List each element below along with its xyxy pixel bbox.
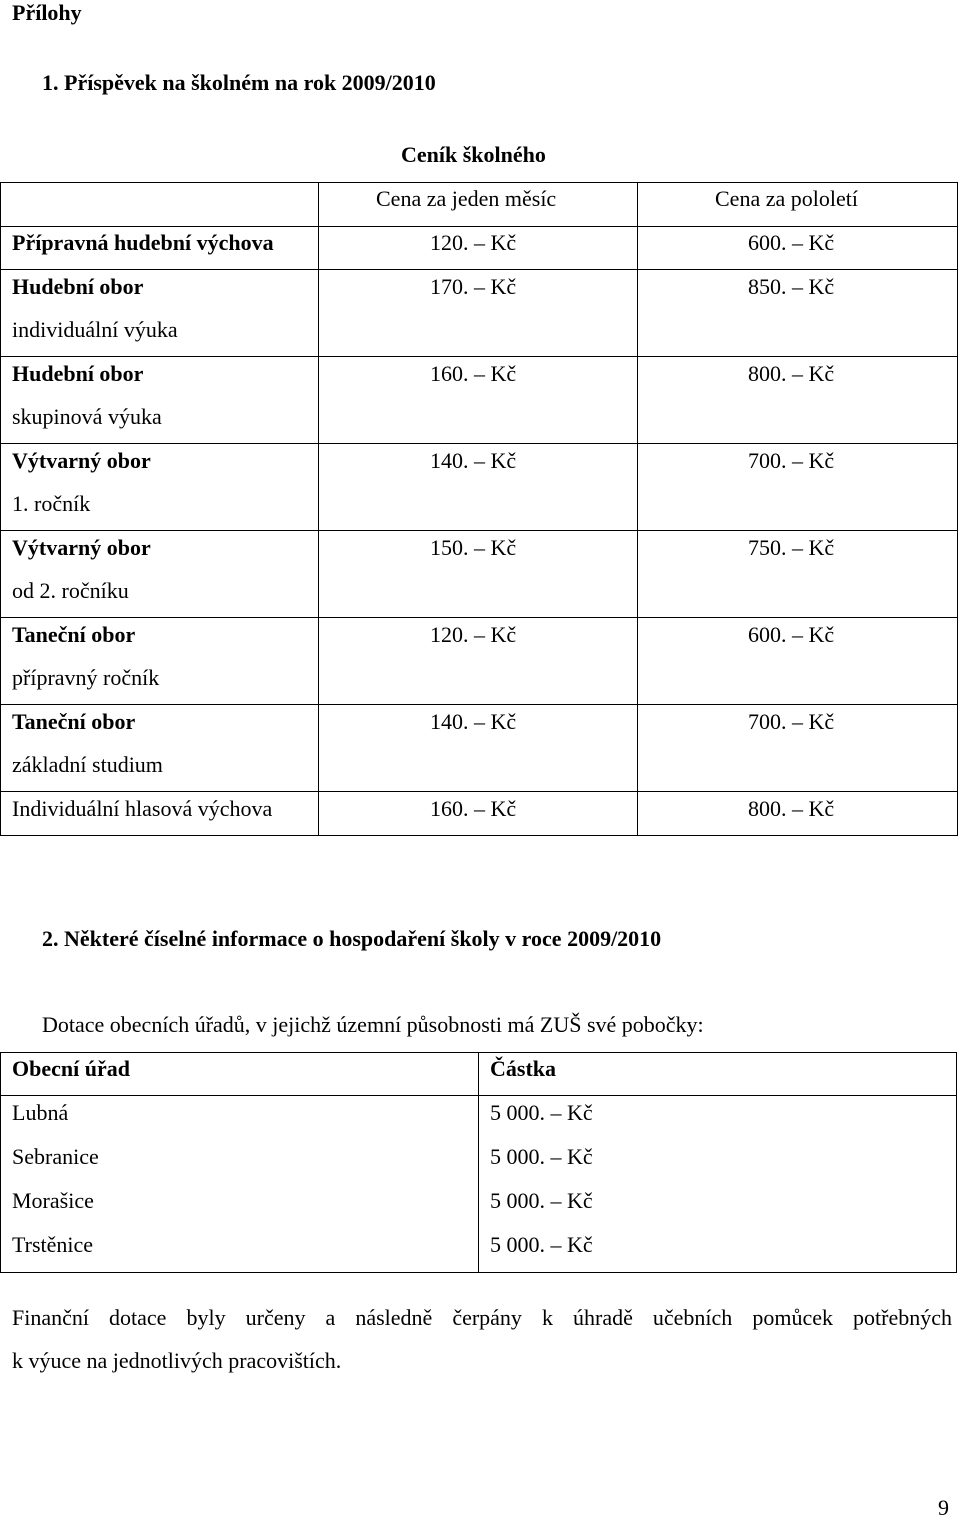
table-cell-half: 800. – Kč: [748, 796, 835, 821]
table-row-sublabel: skupinová výuka: [12, 404, 162, 429]
table-cell-month: 170. – Kč: [430, 274, 517, 299]
note-paragraph-line-2: k výuce na jednotlivých pracovištích.: [12, 1348, 342, 1373]
table-row-label: Přípravná hudební výchova: [12, 230, 274, 255]
price-table-caption: Ceník školného: [401, 142, 546, 167]
table-cell-office: Sebranice: [12, 1144, 99, 1169]
table-cell-amount: 5 000. – Kč: [490, 1144, 593, 1169]
table-cell-month: 140. – Kč: [430, 709, 517, 734]
column-header-office: Obecní úřad: [12, 1056, 130, 1081]
table-row-label: Individuální hlasová výchova: [12, 796, 273, 821]
table-cell-amount: 5 000. – Kč: [490, 1188, 593, 1213]
table-row-label: Hudební obor: [12, 361, 144, 386]
table-cell-amount: 5 000. – Kč: [490, 1232, 593, 1257]
table-row-label: Taneční obor: [12, 709, 136, 734]
table-cell-office: Lubná: [12, 1100, 69, 1125]
column-header-amount: Částka: [490, 1056, 557, 1081]
table-row-label: Výtvarný obor: [12, 535, 151, 560]
table-cell-half: 750. – Kč: [748, 535, 835, 560]
table-cell-month: 120. – Kč: [430, 622, 517, 647]
table-cell-half: 850. – Kč: [748, 274, 835, 299]
table-cell-month: 120. – Kč: [430, 230, 517, 255]
table-cell-office: Morašice: [12, 1188, 94, 1213]
table-cell-half: 800. – Kč: [748, 361, 835, 386]
subsidy-intro: Dotace obecních úřadů, v jejichž územní působnosti má ZUŠ své pobočky:: [42, 1012, 704, 1037]
page-number: 9: [938, 1495, 949, 1520]
table-row-sublabel: individuální výuka: [12, 317, 178, 342]
table-row-label: Výtvarný obor: [12, 448, 151, 473]
note-paragraph-line-1: Finanční dotace byly určeny a následně čerpány k úhradě učebních pomůcek potřebných: [12, 1305, 952, 1330]
table-cell-month: 150. – Kč: [430, 535, 517, 560]
table-row-label: Taneční obor: [12, 622, 136, 647]
table-row-sublabel: přípravný ročník: [12, 665, 160, 690]
table-row-label: Hudební obor: [12, 274, 144, 299]
column-header-month: Cena za jeden měsíc: [376, 186, 557, 211]
table-cell-month: 160. – Kč: [430, 796, 517, 821]
table-row-sublabel: 1. ročník: [12, 491, 91, 516]
table-row-sublabel: od 2. ročníku: [12, 578, 129, 603]
section-1-title: 1. Příspěvek na školném na rok 2009/2010: [42, 70, 436, 95]
column-header-half-year: Cena za pololetí: [715, 186, 858, 211]
table-cell-half: 700. – Kč: [748, 709, 835, 734]
page-heading: Přílohy: [12, 0, 82, 25]
table-cell-half: 600. – Kč: [748, 230, 835, 255]
table-cell-month: 160. – Kč: [430, 361, 517, 386]
section-2-title: 2. Některé číselné informace o hospodaření školy v roce 2009/2010: [42, 926, 662, 951]
table-cell-half: 700. – Kč: [748, 448, 835, 473]
table-cell-half: 600. – Kč: [748, 622, 835, 647]
table-row-sublabel: základní studium: [12, 752, 163, 777]
table-cell-office: Trstěnice: [12, 1232, 94, 1257]
table-cell-month: 140. – Kč: [430, 448, 517, 473]
table-cell-amount: 5 000. – Kč: [490, 1100, 593, 1125]
